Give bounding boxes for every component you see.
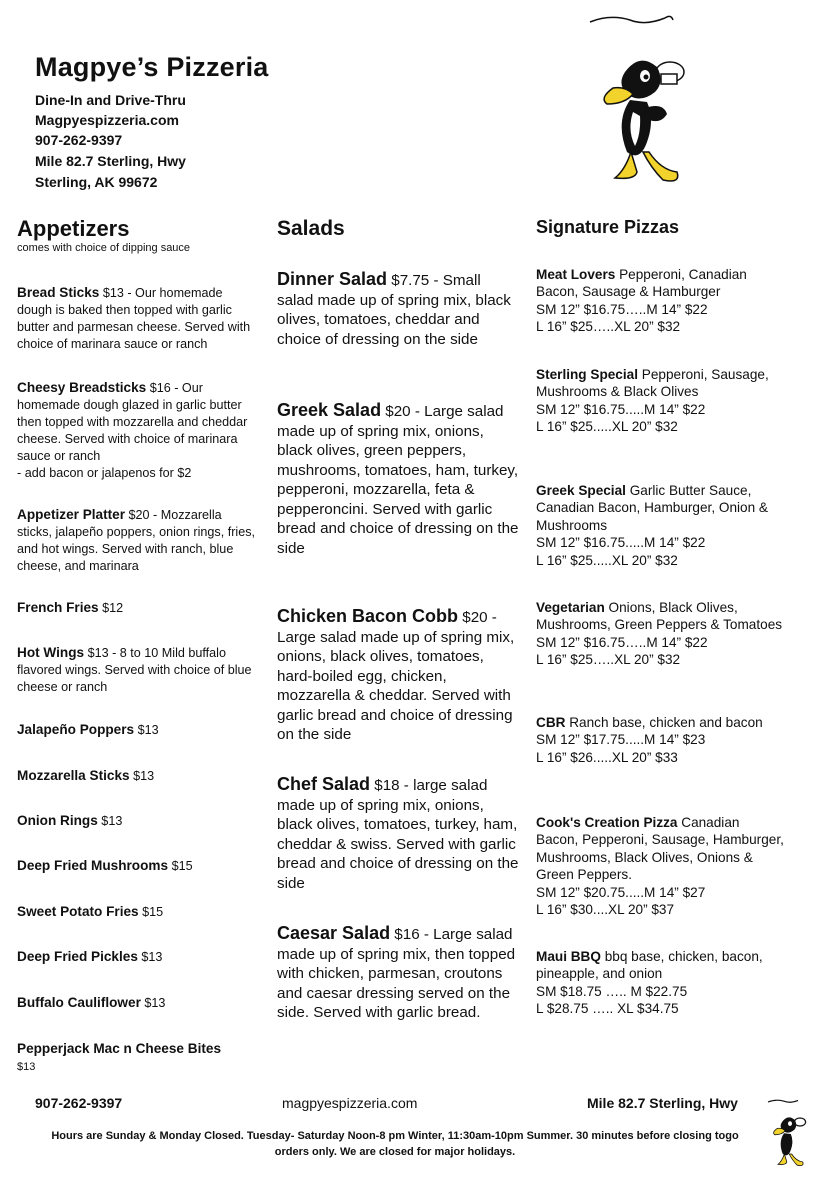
price-line: SM 12” $20.75.....M 14” $27 bbox=[536, 884, 706, 900]
item-description: $20 - Mozzarella sticks, jalapeño poppers, onion rings, fries, and hot wings. Served with ranch, blue cheese, and marinara bbox=[17, 508, 256, 573]
menu-item bbox=[17, 379, 260, 482]
item-description: $13 bbox=[137, 950, 163, 964]
price-line: SM 12” $16.75.....M 14” $22 bbox=[536, 535, 706, 551]
header-website: Magpyespizzeria.com bbox=[35, 112, 179, 128]
price-line: L 16” $25.....XL 20” $32 bbox=[536, 552, 678, 568]
footer-phone: 907-262-9397 bbox=[35, 1095, 123, 1111]
price-line: L $28.75 ….. XL $34.75 bbox=[536, 1001, 679, 1017]
item-description: Onions, Black Olives, Mushrooms, Green Peppers & Tomatoes bbox=[536, 600, 783, 633]
item-name: Maui BBQ bbox=[536, 949, 601, 964]
item-name: Cheesy Breadsticks bbox=[17, 380, 147, 395]
item-name: Cook's Creation Pizza bbox=[536, 815, 678, 830]
item-name: Sweet Potato Fries bbox=[17, 904, 139, 919]
item-name: Hot Wings bbox=[17, 645, 85, 660]
salads-heading: Salads bbox=[277, 217, 345, 240]
item-name: Chicken Bacon Cobb bbox=[277, 606, 459, 626]
menu-item bbox=[17, 857, 260, 875]
price-line: SM $18.75 ….. M $22.75 bbox=[536, 983, 688, 999]
item-description: $16 - Our homemade dough glazed in garlic butter then topped with mozzarella and cheddar cheese. Served with choice of marinara sauce or ranch bbox=[17, 381, 248, 463]
magpie-chef-small-icon bbox=[765, 1098, 807, 1170]
item-description: $13 bbox=[97, 814, 123, 828]
appetizers-subheading: comes with choice of dipping sauce bbox=[17, 242, 191, 254]
item-description: $15 bbox=[168, 859, 193, 873]
item-name: Onion Rings bbox=[17, 813, 98, 828]
item-name: French Fries bbox=[17, 600, 99, 615]
item-name: Deep Fried Pickles bbox=[17, 949, 138, 964]
appetizers-heading: Appetizers bbox=[17, 216, 130, 241]
menu-item bbox=[277, 775, 520, 893]
menu-item bbox=[17, 994, 260, 1012]
menu-item bbox=[17, 948, 260, 966]
item-name: Deep Fried Mushrooms bbox=[17, 858, 169, 873]
item-description: $13 bbox=[17, 1061, 36, 1073]
header-phone: 907-262-9397 bbox=[35, 132, 123, 148]
menu-item bbox=[536, 482, 784, 569]
item-name: Greek Salad bbox=[277, 400, 382, 420]
item-description: bbq base, chicken, bacon, pineapple, and onion bbox=[536, 949, 763, 982]
item-addon: - add bacon or jalapenos for $2 bbox=[17, 466, 192, 480]
hours-notice: Hours are Sunday & Monday Closed. Tuesday- Saturday Noon-8 pm Winter, 11:30am-10pm Summer. 30 minutes before closing togo orders only. We are closed for major holidays. bbox=[51, 1130, 739, 1158]
price-line: L 16” $25.....XL 20” $32 bbox=[536, 419, 678, 435]
menu-item bbox=[17, 644, 260, 696]
menu-item bbox=[17, 599, 260, 617]
item-name: CBR bbox=[536, 715, 566, 730]
footer-address: Mile 82.7 Sterling, Hwy bbox=[587, 1095, 738, 1111]
item-name: Jalapeño Poppers bbox=[17, 722, 135, 737]
item-name: Caesar Salad bbox=[277, 923, 391, 943]
price-line: SM 12” $16.75…..M 14” $22 bbox=[536, 301, 708, 317]
menu-item bbox=[17, 903, 260, 921]
item-description: $13 bbox=[140, 996, 166, 1010]
item-description: $16 - Large salad made up of spring mix, then topped with chicken, parmesan, croutons and caesar dressing served on the side. Served with garlic bread. bbox=[277, 926, 516, 1021]
menu-item bbox=[536, 266, 784, 336]
item-description: $13 bbox=[134, 723, 159, 737]
signature-pizzas-heading: Signature Pizzas bbox=[536, 217, 680, 237]
menu-item bbox=[17, 812, 260, 830]
item-description: $13 bbox=[129, 769, 155, 783]
menu-item bbox=[277, 924, 520, 1023]
item-name: Pepperjack Mac n Cheese Bites bbox=[17, 1041, 221, 1056]
price-line: SM 12” $16.75…..M 14” $22 bbox=[536, 634, 708, 650]
menu-item bbox=[277, 401, 520, 558]
header-service: Dine-In and Drive-Thru bbox=[35, 92, 186, 108]
item-name: Sterling Special bbox=[536, 367, 638, 382]
menu-item bbox=[17, 721, 260, 739]
item-name: Vegetarian bbox=[536, 600, 605, 615]
price-line: L 16” $25…..XL 20” $32 bbox=[536, 319, 681, 335]
menu-item bbox=[17, 1040, 260, 1076]
header-city: Sterling, AK 99672 bbox=[35, 174, 158, 190]
menu-item bbox=[17, 767, 260, 785]
item-description: $7.75 - Small salad made up of spring mix, black olives, tomatoes, cheddar and choice of dressing on the side bbox=[277, 272, 511, 348]
item-description: $15 bbox=[138, 905, 164, 919]
item-description: $13 - Our homemade dough is baked then topped with garlic butter and parmesan cheese. Served with choice of marinara sauce or ranch bbox=[17, 286, 251, 351]
menu-item bbox=[536, 714, 784, 766]
item-description: $18 - large salad made up of spring mix, onions, black olives, tomatoes, turkey, ham, cheddar & swiss. Served with garlic bread and choice of dressing on the side bbox=[277, 777, 519, 892]
item-name: Appetizer Platter bbox=[17, 507, 126, 522]
price-line: L 16” $30....XL 20” $37 bbox=[536, 902, 675, 918]
item-description: $12 bbox=[98, 601, 124, 615]
item-description: Canadian Bacon, Pepperoni, Sausage, Hamburger, Mushrooms, Black Olives, Onions & Green Peppers. bbox=[536, 815, 784, 883]
price-line: L 16” $25…..XL 20” $32 bbox=[536, 652, 681, 668]
menu-item bbox=[277, 607, 520, 745]
item-name: Chef Salad bbox=[277, 774, 371, 794]
footer-website: magpyespizzeria.com bbox=[282, 1095, 418, 1111]
item-description: Pepperoni, Sausage, Mushrooms & Black Olives bbox=[536, 367, 769, 400]
menu-item bbox=[536, 814, 784, 918]
item-name: Meat Lovers bbox=[536, 267, 616, 282]
item-description: $13 - 8 to 10 Mild buffalo flavored wings. Served with choice of blue cheese or ranch bbox=[17, 646, 252, 694]
menu-item bbox=[536, 599, 784, 669]
price-line: SM 12” $16.75.....M 14” $22 bbox=[536, 401, 706, 417]
item-description: Ranch base, chicken and bacon bbox=[565, 715, 763, 730]
price-line: L 16” $26.....XL 20” $33 bbox=[536, 749, 678, 765]
menu-item bbox=[536, 948, 784, 1018]
item-name: Mozzarella Sticks bbox=[17, 768, 130, 783]
item-description: Garlic Butter Sauce, Canadian Bacon, Hamburger, Onion & Mushrooms bbox=[536, 483, 768, 533]
item-name: Buffalo Cauliflower bbox=[17, 995, 141, 1010]
item-description: Pepperoni, Canadian Bacon, Sausage & Hamburger bbox=[536, 267, 747, 300]
item-description: $20 - Large salad made up of spring mix, onions, black olives, tomatoes, hard-boiled egg, chicken, mozzarella & cheddar. Served with garlic bread and choice of dressing on the side bbox=[277, 609, 515, 743]
header-address: Mile 82.7 Sterling, Hwy bbox=[35, 153, 186, 169]
magpie-chef-mascot bbox=[585, 12, 685, 192]
restaurant-title: Magpye’s Pizzeria bbox=[35, 52, 269, 82]
menu-item bbox=[17, 506, 260, 575]
item-description: $20 - Large salad made up of spring mix, onions, black olives, green peppers, mushrooms, tomatoes, ham, turkey, pepperoni, mozzarella, feta & pepperoncini. Served with garlic bread and choice of dressing on the side bbox=[277, 403, 519, 557]
menu-item bbox=[536, 366, 784, 436]
item-name: Greek Special bbox=[536, 483, 626, 498]
menu-item bbox=[277, 270, 520, 349]
price-line: SM 12” $17.75.....M 14” $23 bbox=[536, 732, 706, 748]
item-name: Bread Sticks bbox=[17, 285, 100, 300]
item-name: Dinner Salad bbox=[277, 269, 388, 289]
menu-item bbox=[17, 284, 260, 353]
